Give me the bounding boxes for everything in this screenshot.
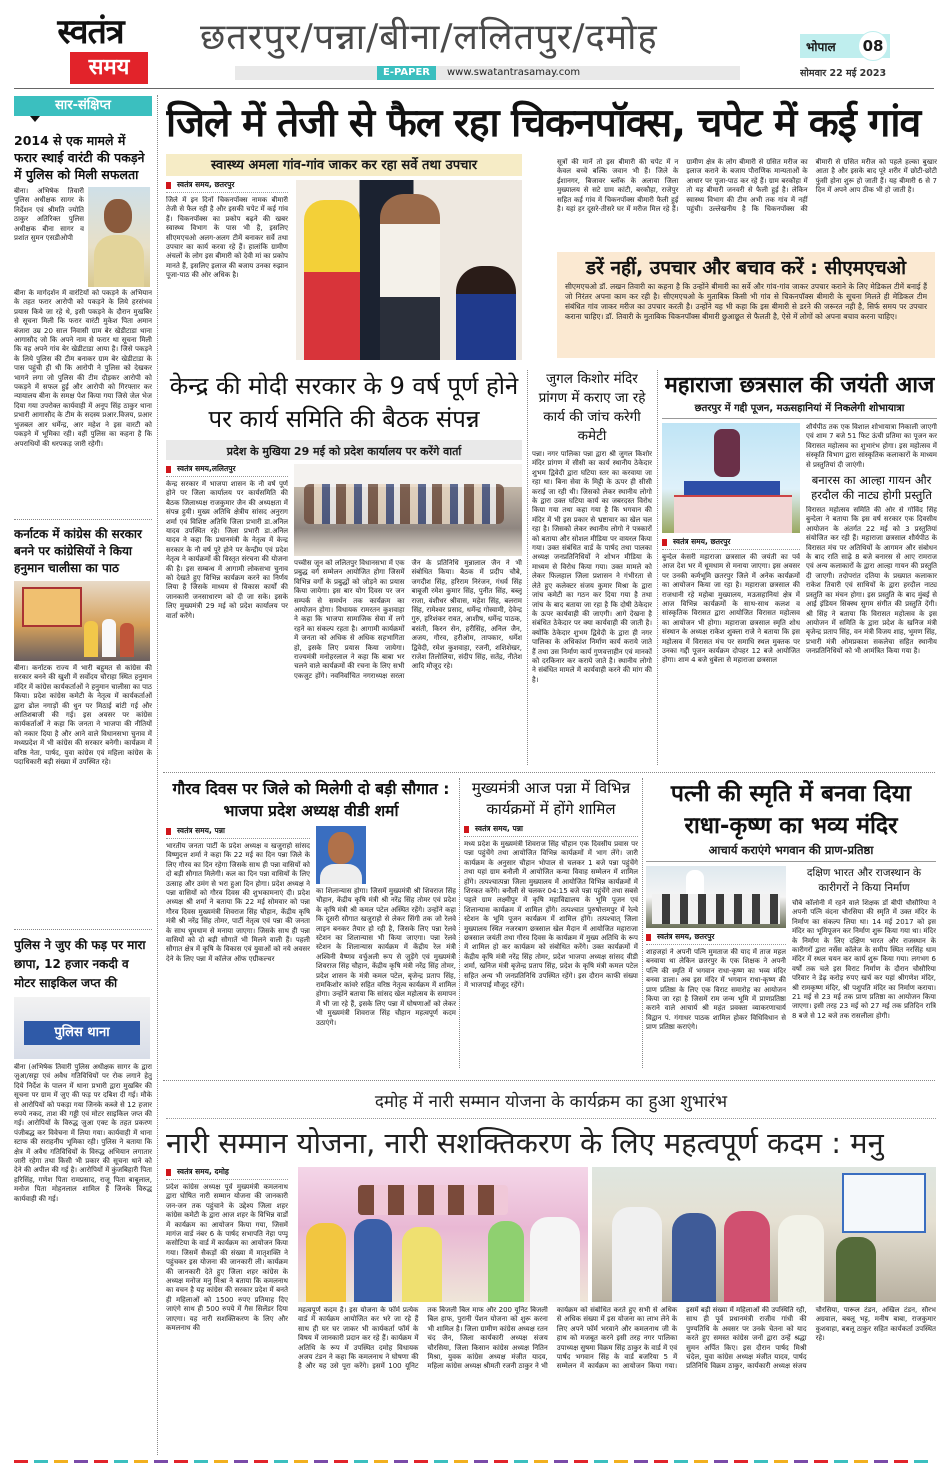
cm-byline: स्वतंत्र समय, पन्ना <box>464 824 638 837</box>
damoh-body-2: महत्वपूर्ण कदम है। इस योजना के फॉर्म प्रत्येक वार्ड में कार्यक्रम आयोजित कर भरे जा रहे हैं साथ ही घर घर जाकर भी कार्यकर्ता फॉर्म के विषय में जानकारी प्रदान कर रहे हैं। कार्यक्रम में अतिथि के रूप में उपस्थित दमोह विधायक अजय टंडन ने कहा कि कमलनाथ ने घोषणा की है और यह उसे पूरा करेंगे। इसमें 100 यूनिट तक बिजली बिल माफ और 200 यूनिट बिजली बिल हाफ, पुरानी पेंशन योजना को शुरू करना भी शामिल है। जिला ग्रामीण कांग्रेस अध्यक्ष रतन चंद जैन, जिला कार्यकारी अध्यक्ष संजय चौरसिया, जिला किसान कांग्रेस अध्यक्ष नितिन मिश्रा, युवक कांग्रेस अध्यक्ष मंजीत यादव, महिला कांग्रेस अध्यक्ष श्रीमती रजनी ठाकुर ने भी कार्यक्रम को संबोधित करते हुए सभी से अधिक से अधिक संख्या में इस योजना का लाभ लेने के लिए अपने फॉर्म भरवाने और कमलनाथ जी के हाथ को मजबूत करने इसी तरह नगर पालिका उपाध्यक्ष सुषमा विक्रम सिंह ठाकुर के वार्ड में एवं पार्षद भगवान सिंह के वार्ड बजरिया 5 में सम्मेलन में कार्यक्रम का आयोजन किया गया। इसमें बड़ी संख्या में महिलाओं की उपस्थिति रही, साथ ही पूर्व प्रधानमंत्री राजीव गांधी की पुण्यतिथि के अवसर पर उनके चेतना को याद करते हुए समस्त कांग्रेस जनों द्वारा उन्हें श्रद्धा सुमन अर्पित किए। इस दौरान पार्षद मिश्री चंदेल, युवा कांग्रेस अध्यक्ष मंजीत यादव, पार्षद प्रतिनिधि विक्रम ठाकुर, कार्यकारी अध्यक्ष संजय चौरसिया, पारूल टंडन, अखिल टंडन, सौरभ अग्रवाल, बबलू भट्ट, मनीष बाबा, राजकुमार कुशवाहा, बबलू ठाकुर सहित कार्यकर्ता उपस्थित रहे। <box>298 1306 936 1371</box>
temple-body-1: शाहजहां ने अपनी पत्नि मुमताज की याद में ताज महल बनवाया था लेकिन छतरपुर के एक शिक्षक ने अपनी पत्नि की स्मृति में भगवान राधा-कृष्ण का भव्य मंदिर बनवा डाला। अब इस मंदिर में भगवान राधा-कृष्ण की प्राण प्रतिष्ठा के लिए एक विराट समारोह का आयोजन किया जा रहा है जिसमें राम जन्म भूमि में प्राणप्रतिष्ठा कराने वाले आचार्य श्री महंत प्रवक्ता व्याकरणाचार्य विद्वान पं. गंगाधर पाठक शामिल होकर विधिविधान से प्राण प्रतिष्ठा कराएंगे। <box>646 948 786 1032</box>
lead-subhead <box>166 154 522 176</box>
damoh-byline: स्वतंत्र समय, दमोह <box>166 1167 288 1180</box>
jugal-article <box>532 370 652 764</box>
photo-vd-sharma <box>316 826 366 884</box>
photo-chickenpox-family <box>296 180 522 360</box>
edition-badge <box>800 34 890 58</box>
temple-headline: पत्नी की स्मृति में बनवा दिया राधा-कृष्ण का भव्य मंदिर <box>670 781 912 839</box>
gaurav-body-1: भारतीय जनता पार्टी के प्रदेश अध्यक्ष व खजुराहो सांसद विष्णुदत्त शर्मा ने कहा कि 22 मई का दिन पन्ना जिले के लिए गौरव का दिन रहेगा जिसके साथ ही पन्ना वासियों को दो बड़ी सौगात मिलेगी। कल का दिन पन्ना वासियों के लिए उत्साह और उमंग से भरा हुआ दिन होगा। प्रदेश अध्यक्ष ने पन्ना वासियों को गौरव दिवस की शुभकामनाएं दी। प्रदेश अध्यक्ष श्री शर्मा ने बताया कि 22 मई सोमवार को पन्ना गौरव दिवस मुख्यमंत्री शिवराज सिंह चौहान, केंद्रीय कृषि मंत्री श्री नरेंद्र सिंह तोमर, पार्टी नेतृत्व एवं पन्ना की जनता के साथ धूमधाम से मनाया जाएगा। जिसके साथ ही पन्ना वासियों को दो बड़ी सौगातें भी मिलने वाली हैं। पहली सौगात क्षेत्र में कृषि के विकास एवं युवाओं को नये अवसर देने के लिए पन्ना में कॉलेज ऑफ एग्रीकल्चर <box>166 842 310 963</box>
bottom-color-strip <box>14 1460 934 1463</box>
jugal-headline: जुगल किशोर मंदिर प्रांगण में कराए जा रहे कार्य की जांच करेगी कमेटी <box>538 371 646 444</box>
modi-body-2: पच्चीस जून को ललितपुर विधानसभा में एक प्रबुद्ध वर्ग सम्मेलन आयोजित होगा जिसमें विभिन्न वर्गों के प्रबुद्धों को जोड़ने का प्रयास किया जायेगा। इस बार योग दिवस पर जन सम्पर्क से समर्थन तक कार्यक्रम का आयोजन होगा। विधायक रामरतन कुशवाहा ने कहा कि भाजपा सामाजिक सेवा में लगे रहने का संकल्प रहता है। आगामी कार्यक्रमों में जनता को अधिक से अधिक सहभागिता हो, इसके लिए प्रयास किया जायेगा। राज्यमंत्री मनोहरलाल ने कहा कि बाबा भर चलने वाले कार्यक्रमों की रचना के लिए सभी एकजुट होंगे। नवनिर्वाचित नगराध्यक्ष सरला जैन के प्रतिनिधि मुन्नालाल जैन ने भी संबोधित किया। बैठक में प्रदीप चौबे, जगदीश सिंह, हरिराम निरंजन, गंधर्व सिंह बाबूजी रमेश कुमार सिंह, पुनीत सिंह, बब्लू राजा, वंशीधर श्रीवास, महेश सिंह, बलराम सिंह, रामेश्वर प्रसाद, धर्मेन्द्र गोस्वामी, देवेन्द्र गुरु, हरिशंकर रावत, आशीष, धर्मेन्द्र पाठक, बसंती, किरन सेन, हरीसिंह, अनिल जैन, अजय, गौरव, हरीओम, तापकार, धर्मेश द्विवेदी, रमेश कुशवाहा, रजनी, शशिशेखर, राजेश तिलोलिया, संदीप सिंह, सतेंद्र, नीतेश आदि मौजूद रहे। <box>294 559 522 680</box>
temple-subhead-2: दक्षिण भारत और राजस्थान के कारीगरों ने किया निर्माण <box>806 867 922 894</box>
masthead-rule <box>14 88 934 89</box>
sidebar-story-1-headline: 2014 से एक मामले में फरार स्थाई वारंटी की पकड़ने में पुलिस को मिली सफलता <box>14 133 145 182</box>
jugal-body: पन्ना। नगर पालिका पन्ना द्वारा श्री जुगल किशोर मंदिर प्रांगण में सीसी का कार्य स्थानीय ठेकेदार शुभम द्विवेदी द्वारा घटिया स्तर का करवाया जा रहा था। बिना सेवा के मिट्टी के ऊपर ही सीसी कराई जा रही थी। जिसको लेकर स्थानीय लोगो के द्वारा उक्त घटिया कार्य का जबरदस्त विरोध किया गया तथा कहा गया है कि भगवान की मंदिर में भी इस प्रकार से भ्रष्टाचार का खेल चल रहा है। जिसको लेकर स्थानीय लोगो ने पत्रकारों को बताया और सोशल मीडिया पर वायरल किया गया। उक्त संबंधित वार्ड के पार्षद तथा पालका अध्यक्ष जनप्रतिनिधियों ने शोभन मीडिया के माध्यम से विरोध किया गया। उक्त मामले को लेकर फिलहाल जिला प्रशासन ने गंभीरता से लेते हुए कलेक्टर संजय कुमार मिश्रा के द्वारा जांच कमेटी का गठन कर दिया गया है तथा जांच के बाद बताया जा रहा है कि दोषी ठेकेदार के ऊपर कार्यवाही की जाएगी। आगे देखना है संबंधित ठेकेदार पर क्या कार्यवाही की जाती है। क्योंकि ठेकेदार शुभम द्विवेदी के द्वारा ही नगर पालिका के अधिकांश निर्माण कार्य कराये जाते हैं तथा उस निर्माण कार्य गुणवत्ताहीन एवं मानकों को दरकिनार कर कराये जाते है। स्थानीय लोगो ने संबंधित मामले में कार्यवाही करने की मांग की है। <box>532 450 652 684</box>
epaper-bar <box>235 66 740 80</box>
damoh-headline: नारी सम्मान योजना, नारी सशक्तिकरण के लिए महत्वपूर्ण कदम : मनु <box>166 1126 884 1160</box>
cmho-box <box>557 252 935 358</box>
damoh-kicker: दमोह में नारी सम्मान योजना के कार्यक्रम का हुआ शुभारंभ <box>166 1090 936 1119</box>
column-divider <box>657 370 658 765</box>
cmho-box-headline: डरें नहीं, उपचार और बचाव करें : सीएमएचओ <box>585 257 907 279</box>
lead-body-1: जिले में इन दिनों चिकनपॉक्स नामक बीमारी तेजी से फैल रही है और इसकी चपेट में कई गांव हैं। चिकनपॉक्स का प्रकोप बढ़ने की खबर स्वास्थ्य विभाग के पास भी है, इसलिए सीएमएचओ अलग-अलग टीमें बनाकर सर्वे तथा उपचार का कार्य करवा रहे हैं। हालांकि ग्रामीण अंचलों के लोग इस बीमारी को देवी मां का प्रकोप मानते हैं, इसलिए इलाज की बजाय उनका रुझान पूजा-पाठ की ओर अधिक है। <box>166 196 288 280</box>
website-url[interactable]: www.swatantrasamay.com <box>447 67 581 78</box>
masthead-logo <box>28 12 153 86</box>
modi-body-1: केन्द्र सरकार में भाजपा शासन के नौ वर्ष पूर्ण होने पर जिला कार्यालय पर कार्यसमिति की बैठक जिलाध्यक्ष राजकुमार जैन की अध्यक्षता में संपन्न हुयी। मुख्य अतिथि क्षेत्रीय सांसद अनुराग शर्मा एवं विशिष्ट अतिथि जिला प्रभारी डा.अनिल यादव उपस्थित रहे। जिला प्रभारी डा.अनिल यादव ने कहा कि प्रधानमंत्री के नेतृत्व में केन्द्र सरकार के नौ वर्ष पूरे होने पर केन्द्रीय एवं प्रदेश नेतृत्व ने कार्यक्रमों की विस्तृत संरचना की योजना की है। इस सम्बन्ध में आगामी लोकसभा चुनाव को देखते हुए विभिन्न कार्यक्रम करने का निर्णय लिया है जिसके माध्यम से विकास कार्यों की जानकारी जनसाधारण को दी जा सके। इसके लिए मुख्यमंत्री 29 मई को प्रदेश कार्यालय पर वार्ता करेंगे। <box>166 480 288 620</box>
gaurav-headline: गौरव दिवस पर जिले को मिलेगी दो बड़ी सौगात : भाजपा प्रदेश अध्यक्ष वीडी शर्मा <box>172 780 450 820</box>
modi-headline: केन्द्र की मोदी सरकार के 9 वर्ष पूर्ण होने पर कार्य समिति की बैठक संपन्न <box>169 372 519 433</box>
edition-name: भोपाल <box>806 40 836 54</box>
issue-date: सोमवार 22 मई 2023 <box>800 68 887 79</box>
chhatrasal-body-1: बुन्देल केसरी महाराजा छत्रसाल की जयंती का पर्व आज देश भर में धूमधाम से मनाया जाएगा। इस अवसर पर उनकी कर्मभूमि छतरपुर जिले में अनेक कार्यक्रमों का आयोजन किया जा रहा है। महाराजा छत्रसाल की राजधानी रहे महोबा मुख्यालय, मऊसहानियां क्षेत्र में आज विभिन्न कार्यक्रमों के साथ-साथ कलश व सांस्कृतिक विरासत द्वारा आयोजित विरासत महोत्सव का आयोजन भी होगा। महाराजा छत्रसाल स्मृति शोध संस्थान के अध्यक्ष राकेश शुक्ला राजे ने बताया कि इस महोत्सव में विरासत मंच पर समाधि स्थल मुक्तक पर उनका गद्दी पूजन कार्यक्रम दोपहर 12 बजे आयोजित होगा। शाम 4 बजे धुबेला से महाराजा छत्रसाल <box>662 553 800 665</box>
temple-body-2: चौबे कॉलोनी में रहने वाले शिक्षक डॉ बीपी चौसौरिया ने अपनी पत्नि वंदना चौरसिया की स्मृति में उक्त मंदिर के निर्माण का संकल्प लिया था। 14 मई 2017 को इस मंदिर का भूमिपूजन कर निर्माण शुरू किया गया था। मंदिर के निर्माण के लिए दक्षिण भारत और राजस्थान के कारीगरों द्वारा नर्सेस कॉलेज के समीप स्थित नरसिंह धाम मंदिर में स्थल चयन कर कार्य शुरू किया गया। लगभग 6 वर्षों तक चले इस विराट निर्माण के दौरान चौसौरिया परिवार ने डेढ़ करोड़ रुपए खर्च कर यहां श्रीगणेश मंदिर, श्री रामकृष्ण मंदिर, श्री पशुपति मंदिर का निर्माण कराया। 21 मई से 23 मई तक प्राण प्रतिष्ठा का आयोजन किया जाएगा। इसी तरह 23 मई को 27 मई तक प्रतिदिन रात्रि 8 बजे से 12 बजे तक रासलीला होगी। <box>792 899 936 1020</box>
photo-bjp-meeting <box>294 464 522 556</box>
sidebar-story-2-body: बीना। कर्नाटक राज्य में भारी बहुमत से कांग्रेस की सरकार बनने की खुशी में सर्वोदय चौराहा स्थित हनुमान मंदिर में कांग्रेस कार्यकर्ताओं ने हनुमान चालीसा का पाठ किया। प्रदेश कांग्रेस कमेटी के नेतृत्व में कार्यकर्ताओं द्वारा ढोल नगाड़ों की धुन पर मिठाई बांटी गई और आतिशबाजी की गई। इस अवसर पर कांग्रेस कार्यकर्ताओं ने कहा कि जनता ने भाजपा की नीतियों को नकार दिया है और आने वाले विधानसभा चुनाव में मध्यप्रदेश में भी कांग्रेस की सरकार बनेगी। कार्यक्रम में वरिष्ठ नेता, पार्षद, युवा कांग्रेस एवं महिला कांग्रेस के पदाधिकारी बड़ी संख्या में उपस्थित रहे। <box>14 664 152 767</box>
sidebar-header-label: सार-संक्षिप्त <box>55 98 111 113</box>
chhatrasal-headline: महाराजा छत्रसाल की जयंती आज <box>664 373 935 398</box>
lead-headline: जिले में तेजी से फैल रहा चिकनपॉक्स, चपेट में कई गांव <box>166 101 921 146</box>
logo-bottom: समय <box>70 52 148 84</box>
sidebar-header <box>14 96 152 116</box>
sidebar-story-3-body: बीना (अभिषेक तिवारी पुलिस अधीक्षक सागर के द्वारा जुआ/सट्टा एवं अवैध गतिविधियों पर रोक लगाने हेतु दिये निर्देश के पालन में थाना प्रभारी द्वारा मुखबिर की सूचना पर ग्राम में जुए की फड़ पर दबिश दी गई। मौके से आरोपियों को पकड़ा गया जिनके कब्जे से 12 हजार रुपये नकद, ताश की गड्डी एवं मोटर साइकिल जप्त की गई। आरोपियों के विरुद्ध जुआ एक्ट के तहत प्रकरण पंजीबद्ध कर विवेचना में लिया गया। कार्यवाही में थाना स्टाफ की सराहनीय भूमिका रही। पुलिस ने बताया कि क्षेत्र में अवैध गतिविधियों के विरुद्ध अभियान लगातार जारी रहेगा तथा किसी भी प्रकार की सूचना थाने को देने की अपील की गई है। आरोपियों में कुंजबिहारी पिता हरिसिंह, गणेश पिता रामप्रसाद, राजू पिता बाबूलाल, मनोज पिता मोहनलाल शामिल हैं जिनके विरुद्ध कार्यवाही की गई। <box>14 1063 152 1203</box>
column-divider <box>157 95 158 1455</box>
modi-subhead <box>166 440 522 460</box>
column-divider <box>459 778 460 1068</box>
sidebar-story-3 <box>14 936 152 1456</box>
column-divider <box>527 370 528 765</box>
chhatrasal-subhead: छतरपुर में गद्दी पूजन, मऊसहानियां में निकलेगी शोभायात्रा <box>662 402 937 419</box>
temple-byline: स्वतंत्र समय, छतरपुर <box>646 932 786 945</box>
gaurav-byline: स्वतंत्र समय, पन्ना <box>166 826 310 839</box>
chhatrasal-subhead-2: बनारस का आल्हा गायन और हरदौल की नाट्य होगी प्रस्तुति <box>811 473 932 503</box>
chhatrasal-body-3: विरासत महोत्सव समिति की ओर से गोविंद सिंह बुन्देला ने बताया कि इस वर्ष सरकार एक दिवसीय आयोजन के अंतर्गत 22 मई को 3 प्रस्तुतियां संयोजित कर रही हैं। महाराजा छत्रसाल शौर्यपीठ के विरासत मंच पर अतिथियों के आगमन और संबोधन के बाद राति साढ़े 8 बजे बनारस से आए रामराज एवं अन्य कलाकारों के द्वारा आल्हा गायन की प्रस्तुति दी जाएगी। तदोपरांत दतिया के प्रख्यात कलाकार राकेश तिवारी एवं साथियों के द्वारा हरदौल नाट्य प्रस्तुति का मंचन होगा। इस प्रस्तुति के बाद मुंबई से आई इंडियन सिक्स्थ सुगम संगीत की प्रस्तुति देंगी। श्री सिंह ने बताया कि विरासत महोत्सव के इस आयोजन में समिति के द्वारा प्रदेश के खनिज मंत्री बृजेन्द्र प्रताप सिंह, वन मंत्री विजय शाह, भूमण सिंह, प्रभारी मंत्री ओमप्रकाश सकलेचा सहित स्थानीय जनप्रतिनिधियों को भी आमंत्रित किया गया है। <box>806 506 937 656</box>
section-divider <box>163 772 935 773</box>
temple-subhead: आचार्य कराएंगे भगवान की प्राण-प्रतिष्ठा <box>646 842 936 862</box>
lead-body-2: सूत्रों की मानें तो इस बीमारी की चपेट में न केवल बच्चे बल्कि जवान भी हैं। जिले के ईशानगर, बिजावर ब्लॉक के अलावा जिला मुख्यालय से सटे ग्राम कांटी, बरकौहा, राजेपुर सहित कई गांव में चिकनपॉक्स बीमारी फैली हुई है। यहां हर दूसरे-तीसरे घर में मरीज मिल रहे हैं। ग्रामीण क्षेत्र के लोग बीमारी से ग्रसित मरीज का इलाज कराने के बजाय पौराणिक मान्यताओं के आधार पर पूजा-पाठ कर रहे हैं। ग्राम बरकौहा में तो यह बीमारी जनवरी से फैली हुई है। लेकिन स्वास्थ्य विभाग की टीम अभी तक गांव में नहीं पहुंची। उल्लेखनीय है कि चिकनपॉक्स की बीमारी से ग्रसित मरीज को पहले हल्का बुखार आता है और इसके बाद पूरे शरीर में छोटी-छोटी फुंसी होना शुरू हो जाती हैं। यह बीमारी 6 से 7 दिन में अपने आप ठीक भी हो जाती है। <box>557 158 937 214</box>
damoh-article <box>166 1090 936 1456</box>
photo-police-station <box>14 997 150 1059</box>
gaurav-body-2: का शिलान्यास होगा। जिसमें मुख्यमंत्री श्री शिवराज सिंह चौहान, केंद्रीय कृषि मंत्री श्री नरेंद्र सिंह तोमर एवं प्रदेश के कृषि मंत्री श्री कमल पटेल अस्थित रहेंगे। उन्होंने कहा कि दूसरी सौगात खजुराहो से लेकर सिंगी तक जो रेलवे लाइन बनकर तैयार हो रही है, जिसके लिए पन्ना रेलवे स्टेशन का शिलान्यास भी किया जाएगा। पन्ना रेलवे स्टेशन के शिलान्यास कार्यक्रम में केंद्रीय रेल मंत्री अश्विनी वैष्णव वर्चुअली रूप से जुड़ेंगे एवं मुख्यमंत्री शिवराज सिंह चौहान, केंद्रीय कृषि मंत्री नरेंद्र सिंह तोमर, प्रदेश शासन के मंत्री कमल पटेल, बृजेन्द्र प्रताप सिंह, रामकिशोर कांवरे सहित वरिष्ठ नेतृत्व कार्यक्रम में शामिल होगा। उन्होंने बताया कि सांसद खेल महोत्सव के समापन में भी जा रहे हैं, इसके लिए पन्ना में घोषणाओं को लेकर भी मुख्यमंत्री शिवराज सिंह चौहान महत्वपूर्ण कदम उठाएंगे। <box>316 887 456 1027</box>
photo-chhatrasal-statue <box>662 423 800 533</box>
chhatrasal-article <box>662 370 937 764</box>
modi-article <box>166 370 522 764</box>
police-sign: पुलिस थाना <box>24 1021 140 1045</box>
chhatrasal-body-2: शौर्यपीठ तक एक विशाल शोभायात्रा निकाली जाएगी एवं शाम 7 बजे 51 फिट ऊंची प्रतिमा का पूजन कर विरासत महोत्सव का शुभारंभ होगा। इस महोत्सव में संस्कृति विभाग द्वारा सांस्कृतिक कलाकारों के माध्यम से प्रस्तुतियां दी जाएंगी। <box>806 423 937 469</box>
chhatrasal-byline: स्वतंत्र समय, छतरपुर <box>662 537 800 550</box>
sidebar-header-arrow <box>30 116 40 122</box>
section-divider <box>163 1080 935 1081</box>
photo-accused-man <box>88 187 150 287</box>
cmho-box-body: सीएमएचओ डॉ. लखन तिवारी का कहना है कि उन्होंने बीमारी का सर्वे और गांव-गांव जाकर उपचार कराने के लिए मेडिकल टीमें बनाई हैं जो निरंतर अपना काम कर रही है। सीएमएचओ के मुताबिक किसी भी गांव से चिकनपॉक्स बीमारी के सूचना मिलते ही मेडिकल टीम संबंधित गांव जाकर मरीज का उपचार करती है। उन्होंने यह भी कहा कि इस बीमारी से डरने की जरूरत नही है, सिर्फ समय पर उपचार कराना चाहिए। डॉ. तिवारी के मुताबिक चिकनपॉक्स बीमारी छुआछूत से फैलती है, ऐसे में लोगों को अपना बचाव करना चाहिए। <box>565 282 927 321</box>
sidebar-story-1-lead: बीना। अभिषेक तिवारी पुलिस अधीक्षक सागर के निर्देशन एवं श्रीमति ज्योति ठाकुर अतिरिक्त पुलिस अधीक्षक बीना सागर व प्रशांत सुमन एसडीओपी <box>14 187 84 243</box>
lead-byline: स्वतंत्र समय, छतरपुर <box>166 180 288 193</box>
photo-form-distribution <box>592 1167 936 1302</box>
photo-hanuman-chalisa <box>14 581 150 661</box>
cm-headline: मुख्यमंत्री आज पन्ना में विभिन्न कार्यक्रमों में होंगे शामिल <box>471 779 631 818</box>
page-number: 08 <box>858 31 888 61</box>
temple-article <box>646 778 936 1066</box>
cm-article <box>464 778 638 1066</box>
epaper-label: E-PAPER <box>377 66 436 80</box>
lead-left <box>166 154 522 360</box>
gaurav-article <box>166 778 456 1066</box>
photo-nari-samman-event <box>298 1167 588 1302</box>
sidebar-story-1 <box>14 132 152 520</box>
damoh-body-1: प्रदेश कांग्रेस अध्यक्ष पूर्व मुख्यमंत्री कमलनाथ द्वारा घोषित नारी सम्मान योजना की जानकारी जन-जन तक पहुंचाने के उद्देश्य जिला शहर कांग्रेस कमेटी के द्वारा आज शहर के विभिन्न वार्डों में कार्यक्रम का आयोजन किया गया, जिसमें मागंज वार्ड नंबर 6 के पार्षद सभापति नेहा पप्पू कसोटिया के वार्ड में कार्यक्रम का आयोजन किया गया। जिसमें सैकड़ों की संख्या में मातृशक्ति ने पहुंचकर इस योजना की जानकारी ली। कार्यक्रम की जानकारी देते हुए जिला शहर कांग्रेस के अध्यक्ष मनोज मनु मिश्रा ने बताया कि कमलनाथ का वचन है यह कांग्रेस की सरकार प्रदेश में बनते ही महिलाओं को 1500 रुपए प्रतिमाह दिए जाएंगे साथ ही 500 रुपये में गैस सिलेंडर दिया जाएगा। यह नारी सशक्तिकरण के लिए और कमलनाथ की <box>166 1183 288 1333</box>
sidebar-story-3-headline: पुलिस ने जुए की फड़ पर मारा छापा, 12 हजार नकदी व मोटर साइकिल जप्त की <box>14 938 146 990</box>
edition-cities: छतरपुर/पन्ना/बीना/ललितपुर/दमोह <box>200 17 658 58</box>
column-divider <box>642 778 643 1068</box>
sidebar <box>14 96 152 1456</box>
sidebar-story-2-headline: कर्नाटक में कांग्रेस की सरकार बनने पर कांग्रेसियों ने किया हनुमान चालीसा का पाठ <box>14 527 142 575</box>
sidebar-story-1-body: बीना के मार्गदर्शन में वारंटियों को पकड़ने के अभियान के तहत फरार आरोपी को पकड़ने के लिये हरसंभव प्रयास किये जा रहे थे, इसी पकड़ने के दौरान मुखबिर से सूचना मिली कि फरार वारंटी मुकेश पिता अमान बंजारा उम्र 20 साल निवासी ग्राम बेर खेडीटाडा थाना आगासौद जो कि अपने नाम से फरार था सूचना मिली कि वह अपने गांव बेर खेडीटाडा आया है। जिसे पकड़ने के लिये पुलिस की टीम बनाकर ग्राम बेर खेडीटाडा के पास पहुंची ही थी कि आरोपी ने पुलिस को देखकर भागने लगा जो पुलिस की टीम दौड़कर आरोपी को पकड़ने में सफल हुई और आरोपी को गिरफ्तार कर न्यायालय बीना के समक्ष पेश किया गया जिसे जेल भेज दिया गया उपरोक्त कार्यवाही में अनूप सिंह ठाकुर थाना प्रभारी आगासौद के टीम के सदस्य प्रआर.विजय, प्रआर भुजबल आर धर्मेन्द्र, आर महेश ने इस वारटी को पकड़ने में भूमिका रही। वहीं पुलिस का कहना है कि अपराधियों की धरपकड़ जारी रहेगी। <box>14 289 152 448</box>
sidebar-story-2 <box>14 526 152 930</box>
logo-top: स्वतंत्र <box>57 12 124 52</box>
modi-subhead-text: प्रदेश के मुखिया 29 मई को प्रदेश कार्यालय पर करेंगे वार्ता <box>226 445 462 458</box>
photo-radha-krishna-temple <box>646 866 786 928</box>
lead-subhead-text: स्वास्थ्य अमला गांव-गांव जाकर कर रहा सर्वे तथा उपचार <box>210 158 478 173</box>
modi-byline: स्वतंत्र समय,ललितपुर <box>166 464 288 477</box>
cm-body: मध्य प्रदेश के मुख्यमंत्री शिवराज सिंह चौहान एक दिवसीय प्रवास पर पन्ना पहुंचेंगे तथा आयोजित विभिन्न कार्यक्रमों में भाग लेंगे। जारी कार्यक्रम के अनुसार चौहान भोपाल से चलकर 1 बजे पन्ना पहुंचेंगे तथा यहां ग्राम बनौली में आयोजित कन्या विवाह सम्मेलन में शामिल होंगे। तत्पश्चात्पन्ना जिला मुख्यालय में आयोजित विभिन्न कार्यक्रमों में शिरकत करेंगे। बनौली से चलकर 04:15 बजे पन्ना पहुंचेंगे तथा सबसे पहले ग्राम लक्ष्मीपुर में कृषि महाविद्यालय के भूमि पूजन एवं शिलान्यास कार्यक्रम में शामिल होंगे। तत्पश्चात पुरुषोत्तमपुर में रेल्वे स्टेशन के भूमि पूजन कार्यक्रम में शामिल होंगे। तत्पश्चात् जिला मुख्यालय स्थित नजरबाग छत्रसाल खेल मैदान में आयोजित महाराजा छत्रसाल जयंती तथा गौरव दिवस के कार्यक्रम में मुख्य अतिथि के रूप में शामिल हो कर कार्यक्रम को संबोधित करेंगे। उक्त कार्यक्रमों में केंद्रीय कृषि मंत्री नरेंद्र सिंह तोमर, प्रदेश भाजपा अध्यक्ष सांसद वीडी शर्मा, खनिज मंत्री बृजेन्द्र प्रताप सिंह, प्रदेश के कृषि मंत्री कमल पटेल सहित अन्य भी जनप्रतिनिधि उपस्थित रहेंगे। इस दौरान काफी संख्या में भाजपाई मौजूद रहेंगे। <box>464 840 638 990</box>
